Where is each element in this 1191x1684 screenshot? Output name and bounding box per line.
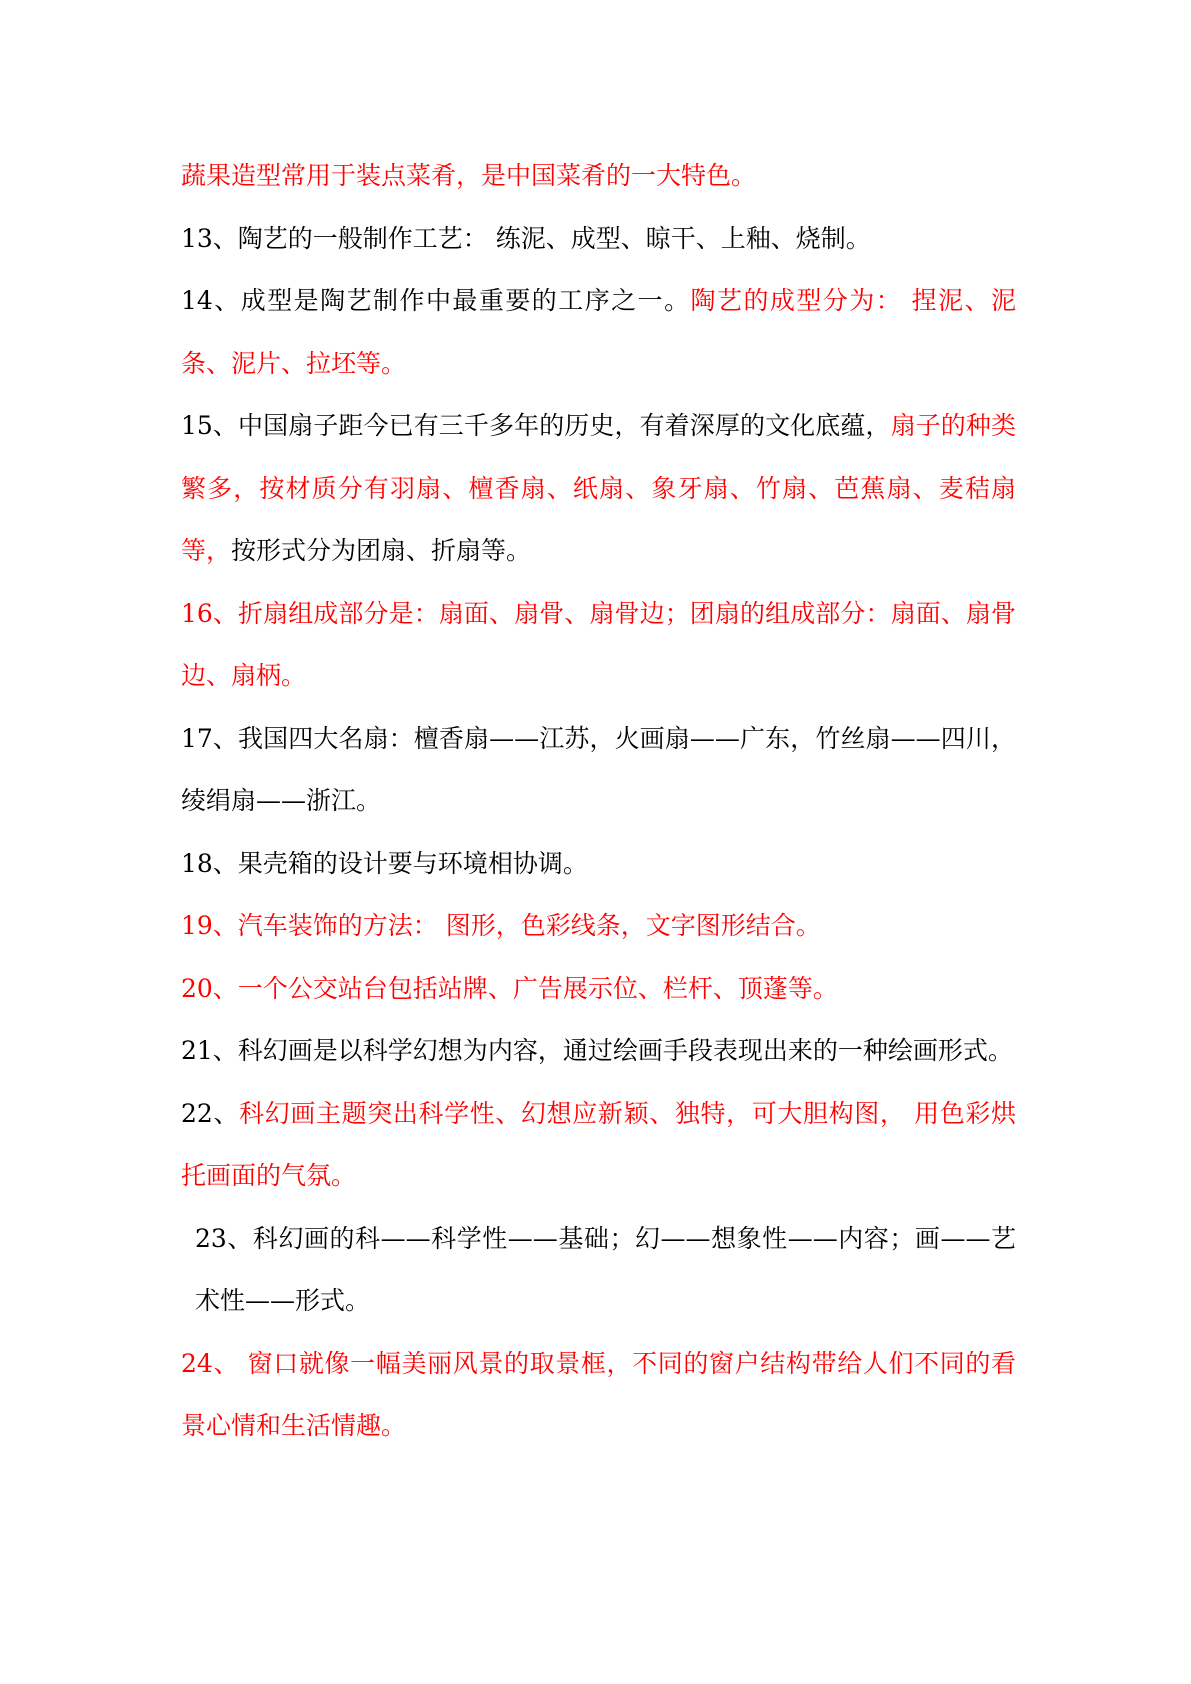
paragraph-13 <box>181 208 1016 271</box>
text-span: 23、科幻画的科——科学性——基础；幻——想象性——内容；画——艺术性——形式。 <box>195 1223 1016 1315</box>
paragraph-23 <box>181 1208 1016 1333</box>
text-span: 19、汽车装饰的方法： 图形，色彩线条，文字图形结合。 <box>181 911 821 940</box>
paragraph-12-tail <box>181 145 1016 208</box>
text-span: 13、陶艺的一般制作工艺： 练泥、成型、晾干、上釉、烧制。 <box>181 223 871 253</box>
text-span: 扇子的种类繁多，按材质分有羽扇、檀香扇、纸扇、象牙扇、竹扇、芭蕉扇、麦秸扇等， <box>181 411 1016 565</box>
paragraph-20 <box>181 958 1016 1021</box>
paragraph-19 <box>181 895 1016 958</box>
paragraph-22 <box>181 1083 1016 1208</box>
paragraph-15 <box>181 395 1016 583</box>
document-body <box>181 145 1016 1458</box>
paragraph-21 <box>181 1020 1016 1083</box>
text-span: 14、成型是陶艺制作中最重要的工序之一。 <box>181 286 691 315</box>
text-span: 18、果壳箱的设计要与环境相协调。 <box>181 848 588 878</box>
text-span: 陶艺的成型分为： 捏泥、泥条、泥片、拉坯等。 <box>181 286 1016 378</box>
paragraph-24 <box>181 1333 1016 1458</box>
text-span: 科幻画主题突出科学性、幻想应新颖、独特，可大胆构图， 用色彩烘托画面的气氛。 <box>181 1098 1016 1190</box>
text-span: 24、 窗口就像一幅美丽风景的取景框，不同的窗户结构带给人们不同的看景心情和生活情趣。 <box>181 1348 1016 1440</box>
text-span: 16、折扇组成部分是：扇面、扇骨、扇骨边；团扇的组成部分：扇面、扇骨边、扇柄。 <box>181 598 1016 690</box>
paragraph-18 <box>181 833 1016 896</box>
text-span: 22、 <box>181 1098 240 1128</box>
text-span: 15、中国扇子距今已有三千多年的历史，有着深厚的文化底蕴， <box>181 411 891 440</box>
paragraph-14 <box>181 270 1016 395</box>
text-span: 17、我国四大名扇：檀香扇——江苏，火画扇——广东，竹丝扇——四川，绫绢扇——浙江。 <box>181 723 1016 815</box>
paragraph-17 <box>181 708 1016 833</box>
text-span: 20、一个公交站台包括站牌、广告展示位、栏杆、顶蓬等。 <box>181 973 838 1003</box>
paragraph-16 <box>181 583 1016 708</box>
text-span: 蔬果造型常用于装点菜肴，是中国菜肴的一大特色。 <box>181 161 757 190</box>
text-span: 21、科幻画是以科学幻想为内容，通过绘画手段表现出来的一种绘画形式。 <box>181 1036 1013 1065</box>
text-span: 按形式分为团扇、折扇等。 <box>231 536 532 565</box>
